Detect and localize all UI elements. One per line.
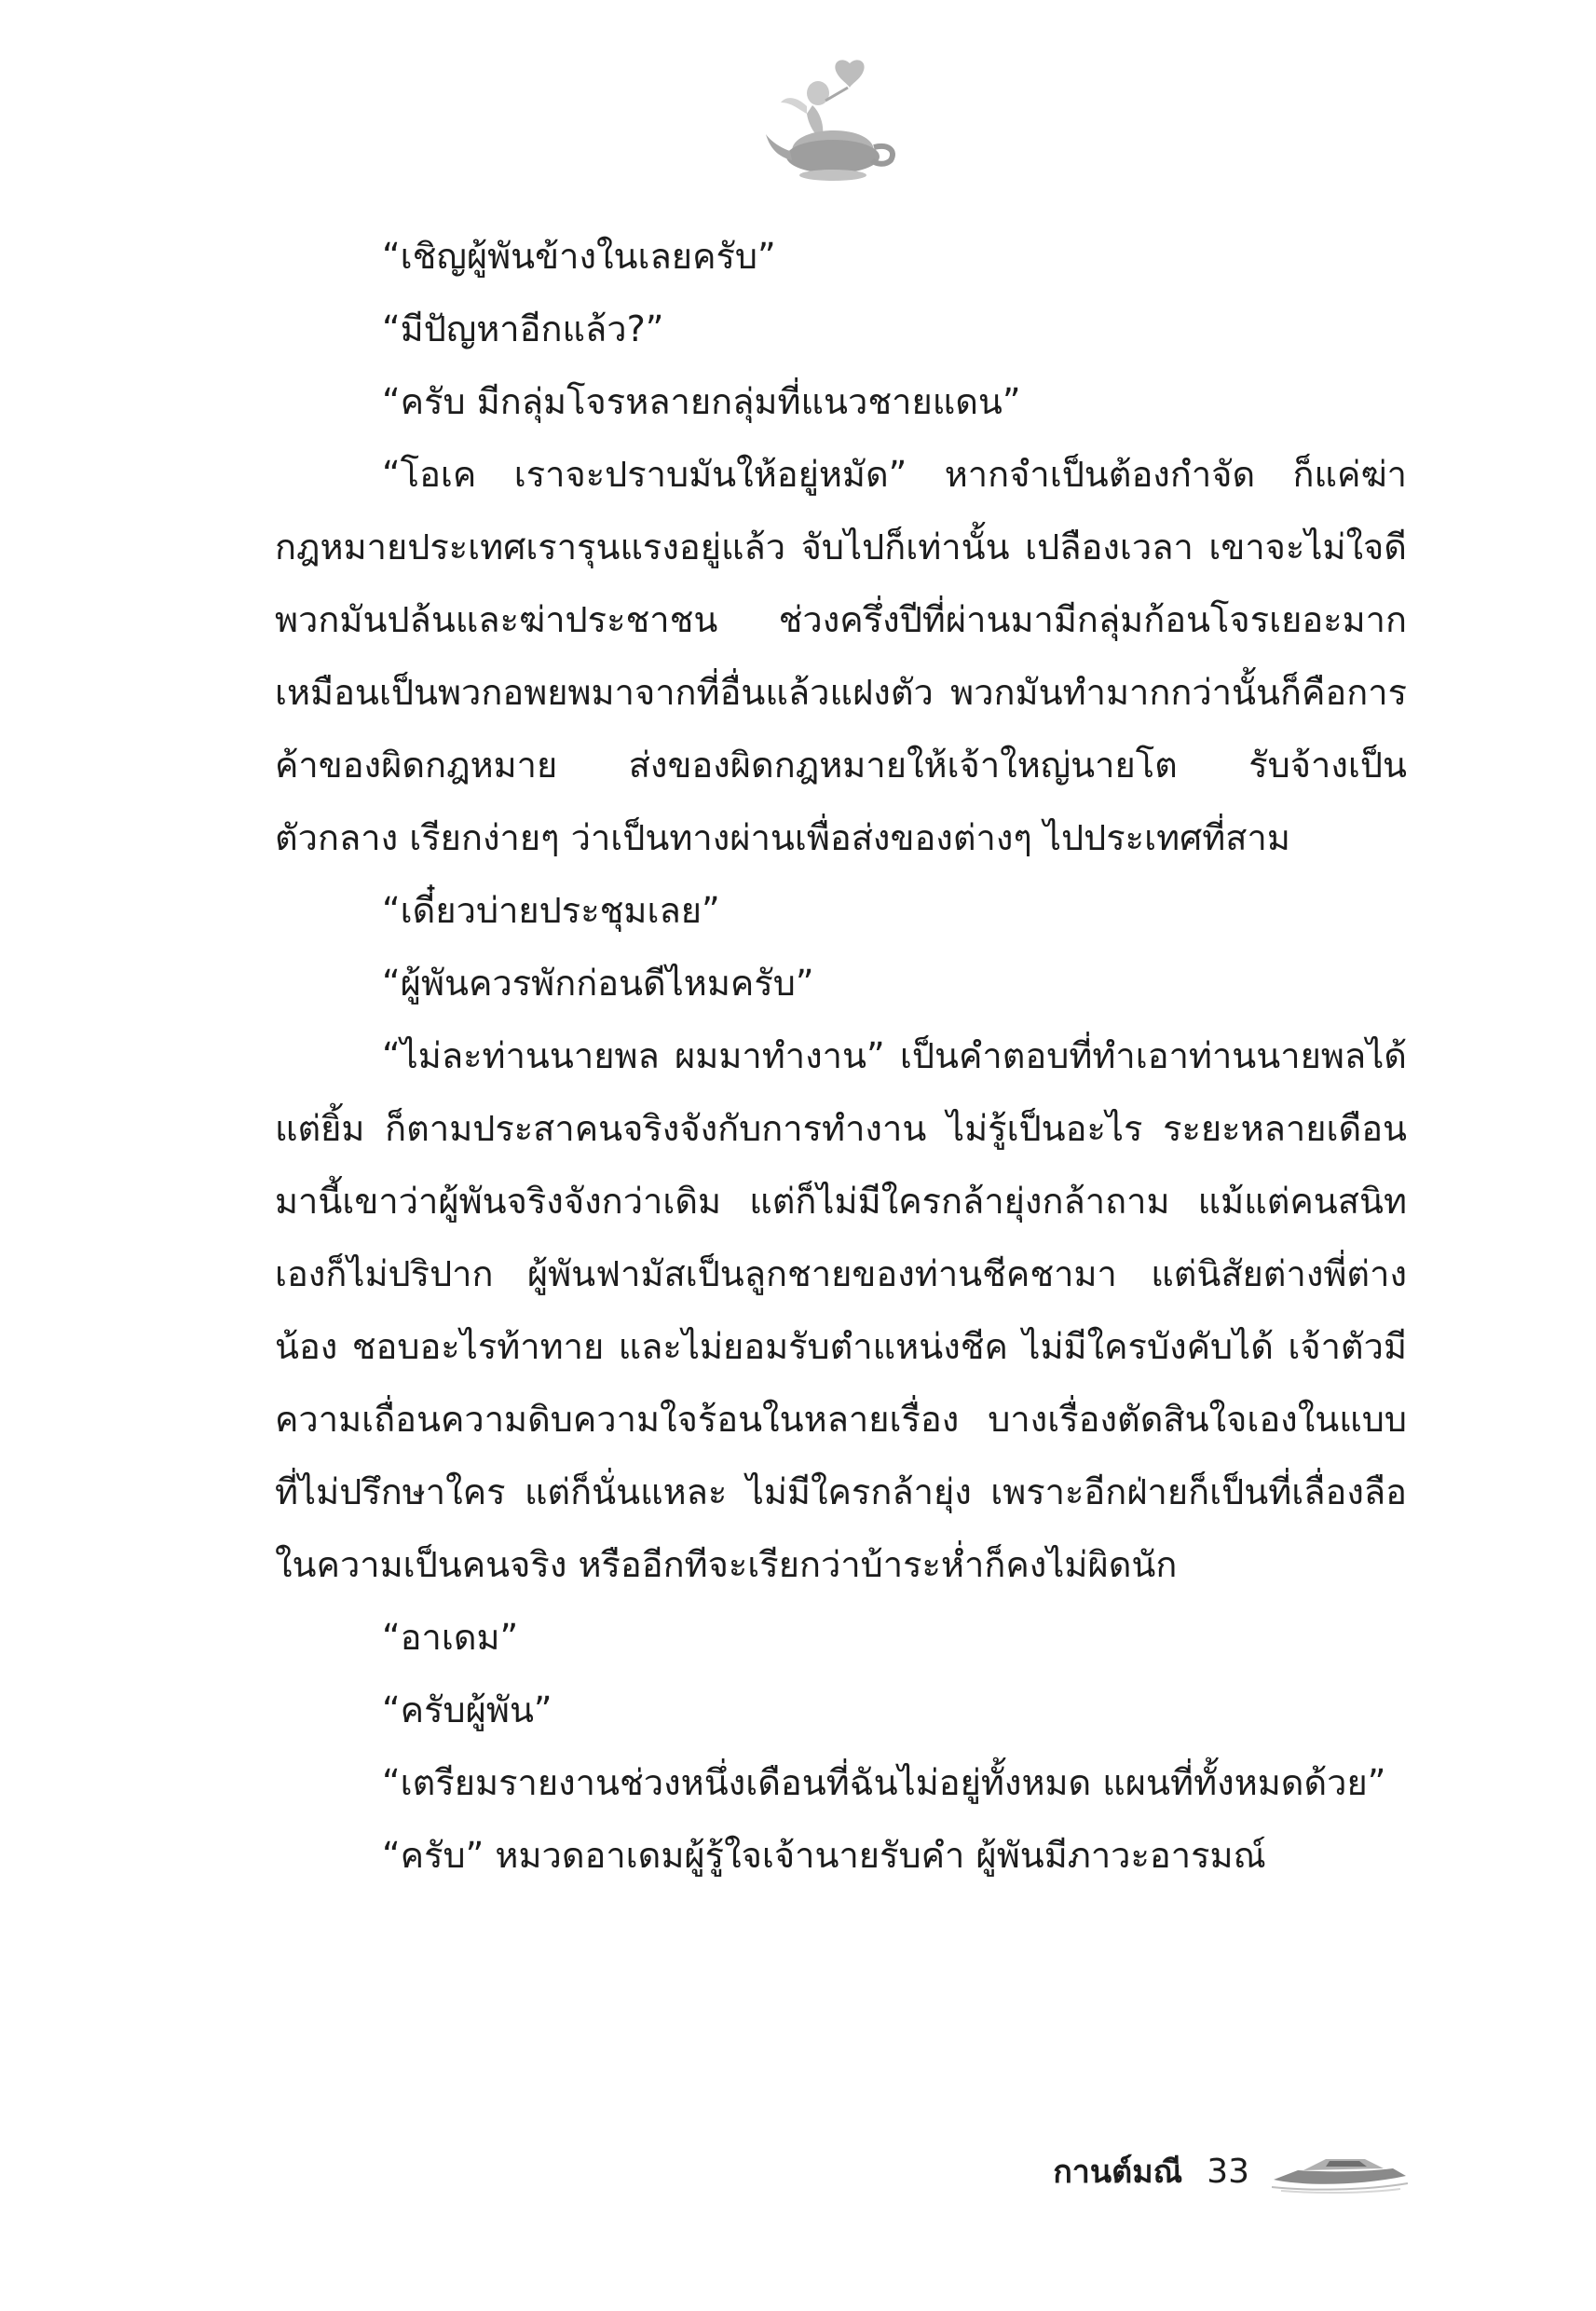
paragraph: “ครับผู้พัน” (382, 1689, 552, 1730)
paragraph: “เชิญผู้พันข้างในเลยครับ” (382, 236, 776, 277)
page-number: 33 (1207, 2152, 1249, 2191)
paragraph: “ไม่ละท่านนายพล ผมมาทำงาน” เป็นคำตอบที่ทำเอาท่านนายพลได้แต่ยิ้ม ก็ตามประสาคนจริงจังกับการทำงาน ไม่รู้เป็นอะไร ระยะหลายเดือนมานี้เขาว่าผู้พันจริงจังกว่าเดิม แต่ก็ไม่มีใครกล้ายุ่งกล้าถาม แม้แต่คนสนิทเองก็ไม่ปริปาก ผู้พันฟามัสเป็นลูกชายของท่านชีคชามา แต่นิสัยต่างพี่ต่างน้อง ชอบอะไรท้าทาย และไม่ยอมรับตำแหน่งชีค ไม่มีใครบังคับได้ เจ้าตัวมีความเถื่อนความดิบความใจร้อนในหลายเรื่อง บางเรื่องตัดสินใจเองในแบบที่ไม่ปรึกษาใคร แต่ก็นั่นแหละ ไม่มีใครกล้ายุ่ง เพราะอีกฝ่ายก็เป็นที่เลื่องลือในความเป็นคนจริง หรืออีกทีจะเรียกว่าบ้าระห่ำก็คงไม่ผิดนัก (275, 1035, 1407, 1585)
body-text (275, 220, 1407, 1892)
paragraph: “มีปัญหาอีกแล้ว?” (382, 308, 664, 349)
paragraph: “ครับ” หมวดอาเดมผู้รู้ใจเจ้านายรับคำ ผู้พันมีภาวะอารมณ์ (382, 1835, 1266, 1876)
page-footer (1053, 2143, 1410, 2199)
teapot-cupid-ornament-icon (764, 54, 904, 194)
book-title: กานต์มณี (1053, 2154, 1183, 2191)
paragraph: “ครับ มีกลุ่มโจรหลายกลุ่มที่แนวชายแดน” (382, 381, 1021, 422)
paragraph: “อาเดม” (382, 1617, 519, 1658)
paragraph: “เดี๋ยวบ่ายประชุมเลย” (382, 890, 720, 931)
paragraph: “โอเค เราจะปราบมันให้อยู่หมัด” หากจำเป็นต้องกำจัด ก็แค่ฆ่า กฎหมายประเทศเรารุนแรงอยู่แล้ว จับไปก็เท่านั้น เปลืองเวลา เขาจะไม่ใจดี พวกมันปล้นและฆ่าประชาชน ช่วงครึ่งปีที่ผ่านมามีกลุ่มก้อนโจรเยอะมาก เหมือนเป็นพวกอพยพมาจากที่อื่นแล้วแฝงตัว พวกมันทำมากกว่านั้นก็คือการค้าของผิดกฎหมาย ส่งของผิดกฎหมายให้เจ้าใหญ่นายโต รับจ้างเป็นตัวกลาง เรียกง่ายๆ ว่าเป็นทางผ่านเพื่อส่งของต่างๆ ไปประเทศที่สาม (275, 454, 1407, 858)
paragraph: “เตรียมรายงานช่วงหนึ่งเดือนที่ฉันไม่อยู่ทั้งหมด แผนที่ทั้งหมดด้วย” (382, 1762, 1386, 1803)
paragraph: “ผู้พันควรพักก่อนดีไหมครับ” (382, 963, 814, 1004)
speedboat-icon (1270, 2148, 1410, 2195)
